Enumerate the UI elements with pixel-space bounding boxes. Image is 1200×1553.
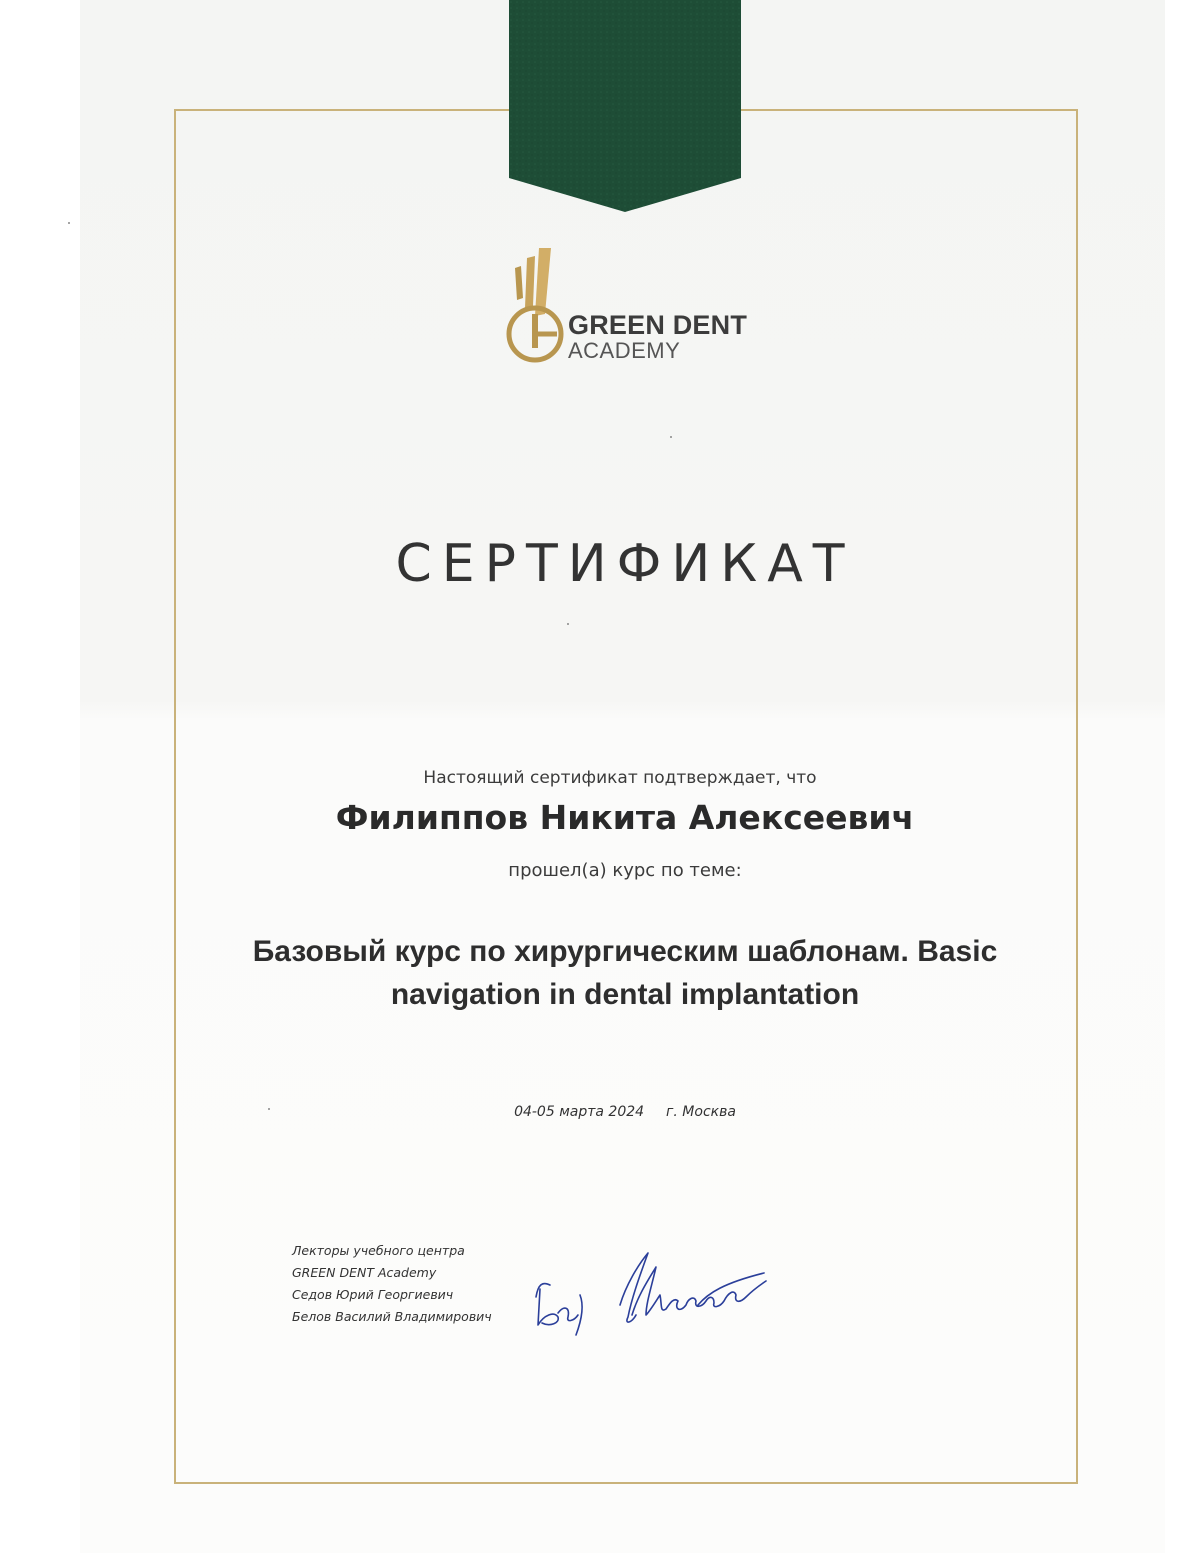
brand-name-line1: GREEN DENT — [568, 310, 748, 340]
paper-speck — [567, 623, 569, 625]
course-title: Базовый курс по хирургическим шаблонам. Basic navigation in dental implantation — [252, 935, 998, 1011]
lecturers-center: GREEN DENT Academy — [292, 1265, 437, 1280]
passed-course-text: прошел(а) курс по теме: — [508, 860, 742, 881]
paper-speck — [68, 222, 70, 224]
course-dates: 04-05 марта 2024 — [514, 1104, 645, 1120]
green-ribbon — [509, 0, 741, 212]
lecturer-name: Седов Юрий Георгиевич — [292, 1287, 454, 1302]
lecturers-block — [292, 1240, 522, 1328]
confirm-text: Настоящий сертификат подтверждает, что — [423, 768, 817, 788]
date-location — [200, 1104, 1050, 1120]
certificate-title: СЕРТИФИКАТ — [395, 534, 855, 594]
lecturers-heading: Лекторы учебного центра — [292, 1243, 465, 1258]
brand-wordmark — [568, 312, 768, 362]
handwritten-signature — [528, 1245, 773, 1340]
course-city: г. Москва — [666, 1104, 736, 1120]
lecturer-name: Белов Василий Владимирович — [292, 1309, 492, 1324]
brand-name-line2: ACADEMY — [568, 338, 681, 363]
paper-speck — [670, 436, 672, 438]
paper-speck — [268, 1108, 270, 1110]
recipient-name: Филиппов Никита Алексеевич — [335, 798, 915, 837]
